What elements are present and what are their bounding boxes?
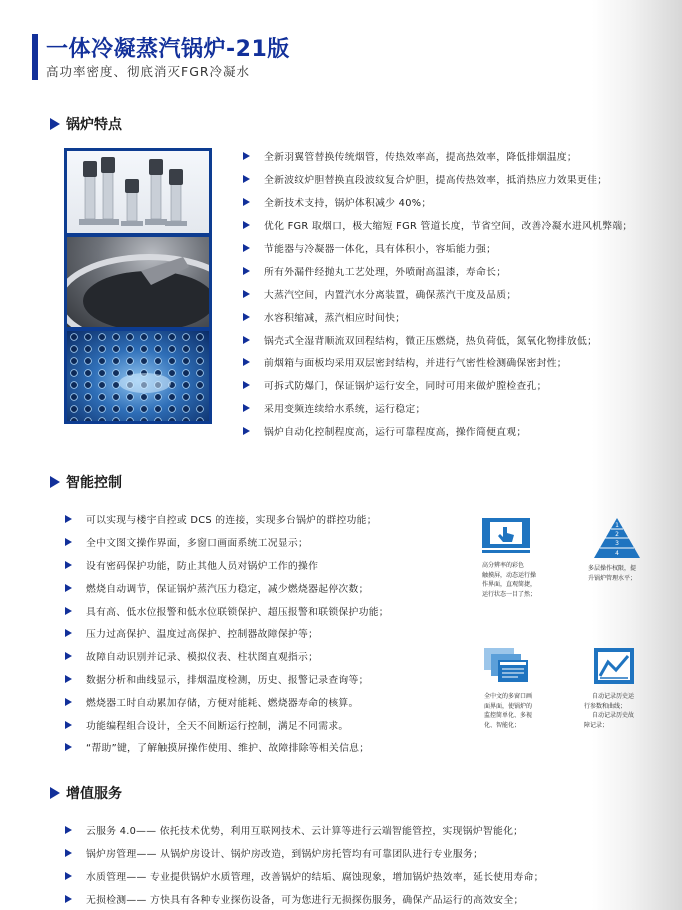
triangle-bullet-icon: [65, 629, 72, 637]
features-heading-text: 锅炉特点: [66, 117, 122, 133]
page-subtitle: 高功率密度、彻底消灭FGR冷凝水: [46, 64, 251, 79]
triangle-bullet-icon: [243, 427, 250, 435]
list-item: [243, 145, 633, 168]
multi-window-feature: [484, 648, 528, 688]
list-item: [65, 668, 389, 691]
history-chart-icon: [594, 648, 634, 684]
pyramid-caption: 多层操作权限，提 升锅炉管理水平；: [588, 565, 637, 582]
list-item-text: 功能编程组合设计，全天不间断运行控制，满足不同需求。: [86, 720, 349, 732]
pyramid-feature: [594, 518, 640, 562]
pyramid-levels-icon: [594, 518, 640, 558]
list-item: [243, 214, 633, 237]
list-item-text: 可以实现与楼宇自控或 DCS 的连接，实现多台锅炉的群控功能；: [86, 515, 377, 527]
triangle-bullet-icon: [65, 515, 72, 523]
control-heading: [50, 472, 122, 492]
list-item: [65, 554, 389, 577]
triangle-bullet-icon: [65, 721, 72, 729]
history-chart-feature: [594, 648, 634, 688]
list-item-text: 全新羽翼管替换传统烟管，传热效率高，提高热效率，降低排烟温度；: [264, 152, 578, 164]
title-accent-bar: [32, 34, 38, 80]
list-item: [65, 864, 544, 887]
triangle-bullet-icon: [65, 561, 72, 569]
list-item: [65, 622, 389, 645]
list-item-text: 水质管理—— 专业提供锅炉水质管理，改善锅炉的结垢、腐蚀现象，增加锅炉热效率，延长使用寿命；: [86, 871, 544, 883]
list-item-text: 全新技术支持，锅炉体积减少 40%；: [264, 198, 432, 210]
triangle-bullet-icon: [65, 895, 72, 903]
multi-window-caption: 全中文的多窗口画 面界面，使锅炉的 监控简单化、多视 化、智能化；: [484, 693, 533, 729]
list-item: [243, 237, 633, 260]
list-item-text: 优化 FGR 取烟口，极大缩短 FGR 管道长度，节省空间，改善冷凝水进风机弊端；: [264, 221, 633, 233]
list-item: [243, 374, 633, 397]
list-item-text: 锅炉房管理—— 从锅炉房设计、锅炉房改造，到锅炉房托管均有可靠团队进行专业服务；: [86, 848, 484, 860]
list-item-text: 前烟箱与面板均采用双层密封结构，并进行气密性检测确保密封性；: [264, 358, 567, 370]
list-item: [65, 736, 389, 759]
triangle-bullet-icon: [243, 313, 250, 321]
services-heading: [50, 783, 122, 803]
triangle-bullet-icon: [65, 849, 72, 857]
list-item-text: 数据分析和曲线显示，排烟温度检测，历史、报警记录查询等；: [86, 674, 369, 686]
list-item-text: 可拆式防爆门，保证锅炉运行安全，同时可用来做炉膛检查孔；: [264, 381, 547, 393]
triangle-bullet-icon: [65, 538, 72, 546]
triangle-bullet-icon: [243, 336, 250, 344]
triangle-bullet-icon: [50, 476, 60, 488]
list-item-text: 锅炉自动化控制程度高，运行可靠程度高，操作简便直观；: [264, 427, 527, 439]
multi-window-icon: [484, 648, 528, 684]
list-item-text: 燃烧自动调节，保证锅炉蒸汽压力稳定，减少燃烧器起停次数；: [86, 583, 369, 595]
list-item: [65, 645, 389, 668]
list-item: [243, 397, 633, 420]
list-item-text: 水容积缩减，蒸汽相应时间快；: [264, 312, 406, 324]
triangle-bullet-icon: [65, 826, 72, 834]
features-list: [243, 145, 633, 443]
list-item: [243, 168, 633, 191]
burner-chamber-photo: [67, 237, 209, 327]
touch-screen-caption: 高分辨率的彩色 触摸屏，动态运行操 作界面，直观简捷， 运行状态一目了然；: [482, 562, 537, 598]
list-item-text: 故障自动识别并记录、模拟仪表、柱状图直观指示；: [86, 652, 319, 664]
list-item: [243, 328, 633, 351]
touch-screen-icon: [482, 518, 530, 556]
triangle-bullet-icon: [65, 607, 72, 615]
list-item: [65, 576, 389, 599]
list-item: [65, 599, 389, 622]
triangle-bullet-icon: [243, 175, 250, 183]
list-item: [65, 713, 389, 736]
history-chart-caption: 自动记录历史运 行参数和曲线； 自动记录历史故 障记录；: [584, 693, 635, 729]
features-heading: [50, 114, 122, 134]
triangle-bullet-icon: [65, 675, 72, 683]
triangle-bullet-icon: [65, 652, 72, 660]
page-title: 一体冷凝蒸汽锅炉-21版: [46, 37, 290, 62]
list-item-text: 全中文图文操作界面，多窗口画面系统工况显示；: [86, 538, 309, 550]
pyramid-level-1: 1: [615, 522, 619, 529]
list-item-text: 大蒸汽空间，内置汽水分离装置，确保蒸汽干度及品质；: [264, 289, 517, 301]
list-item: [243, 305, 633, 328]
list-item: [243, 282, 633, 305]
triangle-bullet-icon: [50, 118, 60, 130]
list-item-text: 压力过高保护、温度过高保护、控制器故障保护等；: [86, 629, 319, 641]
list-item: [243, 351, 633, 374]
services-heading-text: 增值服务: [66, 786, 122, 802]
triangle-bullet-icon: [243, 221, 250, 229]
list-item-text: 设有密码保护功能，防止其他人员对锅炉工作的操作: [86, 560, 319, 572]
control-heading-text: 智能控制: [66, 475, 122, 491]
list-item: [243, 259, 633, 282]
list-item: [243, 191, 633, 214]
boiler-photo-panel: [64, 148, 212, 424]
list-item-text: 全新波纹炉胆替换直段波纹复合炉胆，提高传热效率，抵消热应力效果更佳；: [264, 175, 608, 187]
pyramid-level-2: 2: [615, 531, 619, 538]
list-item: [65, 841, 544, 864]
triangle-bullet-icon: [243, 404, 250, 412]
list-item-text: 燃烧器工时自动累加存储，方便对能耗、燃烧器寿命的核算。: [86, 697, 359, 709]
list-item-text: 无损检测—— 方快具有各种专业探伤设备，可为您进行无损探伤服务，确保产品运行的高效安全；: [86, 894, 524, 906]
pyramid-level-3: 3: [615, 540, 619, 547]
triangle-bullet-icon: [243, 152, 250, 160]
pyramid-level-4: 4: [615, 550, 619, 557]
triangle-bullet-icon: [65, 584, 72, 592]
list-item-text: 所有外漏件经抛丸工艺处理，外喷耐高温漆，寿命长；: [264, 266, 507, 278]
list-item: [243, 420, 633, 443]
list-item-text: 锅壳式全湿背顺流双回程结构，微正压燃烧，热负荷低，氮氧化物排放低；: [264, 335, 598, 347]
triangle-bullet-icon: [50, 787, 60, 799]
list-item: [65, 818, 544, 841]
triangle-bullet-icon: [65, 743, 72, 751]
triangle-bullet-icon: [243, 267, 250, 275]
list-item-text: 具有高、低水位报警和低水位联锁保护、超压报警和联锁保护功能；: [86, 606, 389, 618]
triangle-bullet-icon: [243, 244, 250, 252]
list-item: [65, 887, 544, 910]
triangle-bullet-icon: [65, 698, 72, 706]
pump-photo: [67, 151, 209, 233]
touch-screen-feature: [482, 518, 530, 560]
triangle-bullet-icon: [243, 290, 250, 298]
triangle-bullet-icon: [65, 872, 72, 880]
list-item-text: 节能器与冷凝器一体化，具有体积小，容垢能力强；: [264, 244, 497, 255]
tube-sheet-photo: [67, 331, 209, 421]
control-list: [65, 508, 389, 759]
list-item-text: 云服务 4.0—— 依托技术优势，利用互联网技术、云计算等进行云端智能管控，实现锅炉智能化；: [86, 825, 524, 837]
list-item-text: “帮助”键，了解触摸屏操作使用、维护、故障排除等相关信息；: [86, 743, 370, 755]
triangle-bullet-icon: [243, 198, 250, 206]
list-item: [65, 508, 389, 531]
list-item-text: 采用变频连续给水系统，运行稳定；: [264, 404, 426, 416]
list-item: [65, 531, 389, 554]
triangle-bullet-icon: [243, 358, 250, 366]
list-item: [65, 690, 389, 713]
triangle-bullet-icon: [243, 381, 250, 389]
services-list: [65, 818, 544, 910]
